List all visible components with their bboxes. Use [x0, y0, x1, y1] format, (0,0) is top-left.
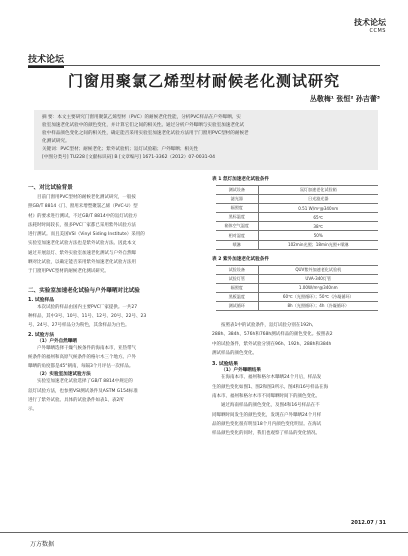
abstract-box	[34, 110, 378, 170]
running-header	[354, 18, 386, 36]
results-intro-line: 中的试验条件，紫外试验分别在96h、192h、288h和384h	[212, 341, 332, 347]
results-intro-line: 按照表1中的试验条件，氙灯试验分别在192h、	[221, 323, 317, 329]
page-number: 31	[379, 520, 386, 526]
lab-line: 实验室加速老化试验选择了GB/T 8814中规定的	[37, 379, 133, 385]
table-row-value: UVA-340灯管	[258, 274, 378, 283]
table-row	[216, 204, 378, 213]
lab-line: 氙灯试验方法，也参照VSI测试条件及ASTM G154标准	[28, 388, 138, 394]
watermark: 万方数据	[30, 541, 55, 548]
table-row	[216, 222, 378, 231]
table-2-caption: 表 2 紫外加速老化试验条件	[212, 256, 269, 262]
table-row	[216, 292, 378, 301]
outdoor-line: 候条件的福州和高原气候条件的格尔木三个地方。户外	[28, 354, 136, 360]
outdoor-results-line: 通过海南样品的颜色变化，及图4和16号样品在不	[221, 403, 320, 409]
running-header-column: 技术论坛	[354, 18, 386, 27]
section-1-line: 材》的要求进行测试。不过GB/T 8814中的氙灯试验方	[28, 213, 138, 219]
results-intro-line: 测试样品的颜色变化。	[212, 351, 257, 357]
top-rule	[28, 65, 380, 66]
subsection-outdoor-heading: （1）户外自然曝晒	[37, 338, 77, 344]
table-row-label: 测试循环	[216, 302, 258, 311]
table-row-label: 辐照度	[216, 204, 258, 213]
table-row-label: 试验设备	[216, 265, 258, 274]
table-row-label: 试验灯管	[216, 274, 258, 283]
subsection-outdoor-results-heading: （1）户外曝晒结果	[221, 368, 261, 374]
running-header-code: CCMS	[369, 28, 386, 34]
table-row-label: 滤光器	[216, 195, 258, 204]
abstract-classification: [中图分类号] TU228 [文献标识码] B [文章编号] 1671-3362（2012）07-0031-04	[42, 155, 216, 160]
table-row	[216, 231, 378, 240]
section-1-line: 目前门窗用PVC型材的耐候老化测试研究，一般按	[37, 195, 136, 200]
table-row-value: 8h（光照循环）；4h（冷凝循环）	[258, 302, 378, 311]
table-row-value: 氙灯加速老化试验箱	[258, 186, 378, 195]
footer-rule	[0, 532, 408, 533]
article-title: 门窗用聚氯乙烯型材耐候老化测试研究	[67, 72, 340, 90]
article-authors: 丛敬梅¹ 张恒² 孙吉蕾³	[309, 95, 380, 103]
section-1-line: 照GB/T 8814《门、窗用未增塑聚氯乙烯（PVC-U）型	[28, 204, 138, 210]
table-row-value: 102min光照；18min光照+喷淋	[258, 240, 378, 249]
subsection-2-1-line: 号、24号、27号样品分为粉色，其余样品为白色。	[28, 323, 130, 329]
table-2	[216, 265, 378, 311]
outdoor-results-line: 同曝晒时间发生的颜色变化，发现在户外曝晒24个月样	[212, 412, 322, 418]
table-row	[216, 240, 378, 249]
table-row-value: 60℃（光照循环）；50℃（冷凝循环）	[258, 292, 378, 301]
table-row	[216, 186, 378, 195]
subsection-2-2-heading: 2. 试验方法	[28, 332, 55, 338]
section-1-line: 法耗时时间较长，很多PVC厂家都已采用紫外试验方法	[28, 222, 136, 228]
table-row-value: 38℃	[258, 222, 378, 231]
table-row	[216, 274, 378, 283]
table-row-label: 喷淋	[216, 240, 258, 249]
section-1-line: 晒对比试验，以确定能否采用紫外加速老化试验方法用	[28, 260, 136, 266]
page-footer: 2012.07 / 31	[350, 520, 386, 526]
right-column	[212, 176, 380, 438]
subsection-2-1-heading: 1. 试验样品	[28, 297, 55, 303]
table-row-value: QUV紫外加速老化试验机	[258, 265, 378, 274]
subsection-lab-heading: （2）实验室加速试验方法	[37, 372, 91, 378]
table-row	[216, 213, 378, 222]
outdoor-results-line: 在海南本市、福州和格尔木曝晒24个月后，样品发	[221, 375, 322, 381]
lab-line: 示。	[28, 407, 37, 413]
section-1-heading: 一、对比试验背景	[28, 185, 73, 191]
subsection-3-heading: 3. 试验结果	[212, 362, 239, 368]
section-1-body	[28, 193, 204, 277]
table-row-label: 测试设备	[216, 186, 258, 195]
outdoor-line: 曝晒的角度都是45°朝南，每隔3个月评估一次样品。	[28, 364, 134, 370]
table-row	[216, 195, 378, 204]
abstract-line: 验中样品颜色变化之间的相关性，确定能否采用实验室加速老化试验方法用于门窗用PVC型材的耐候老	[42, 131, 249, 136]
section-1-line: 通过开展氙灯、紫外实验室加速老化测试与户外自然曝	[28, 250, 136, 256]
section-1-line: 于门窗用PVC型材的耐候老化测试研究。	[28, 269, 109, 275]
abstract-line: 摘 要：本文主要研究门窗用聚氯乙烯型材（PVC）的耐候老化性能，分析PVC样品在户外曝晒、实	[42, 115, 241, 120]
subsection-2-1-line: 本次试验的样品由国内主要PVC厂家提供。一共27	[37, 304, 138, 310]
issue-date: 2012.07	[350, 520, 374, 526]
column-badge: 技术论坛	[28, 52, 64, 68]
table-row-value: 1.00W/m²@340nm	[258, 283, 378, 292]
table-row-value: 65℃	[258, 213, 378, 222]
table-row	[216, 283, 378, 292]
table-row-value: 0.51 W/m²@340nm	[258, 204, 378, 213]
lab-line: 进行了紫外试验。具体的试验条件如表1、表2所	[28, 398, 124, 404]
table-row-label: 黑标温度	[216, 213, 258, 222]
abstract-line: 化测试研究。	[42, 139, 70, 144]
outdoor-results-line: 样品颜色变化的同时，我们也观察了样品的变化情况。	[212, 431, 320, 437]
subsection-2-1-line: 种样品，其中3号、10号、11号、12号、20号、22号、23	[28, 313, 147, 319]
section-1-line: 实验室加速老化试验方法也是紫外试验方法。因此本文	[28, 241, 136, 247]
table-row-label: 辐照度	[216, 283, 258, 292]
table-row-label: 箱体空气温度	[216, 222, 258, 231]
outdoor-results-line: 生的颜色变化如图1、图2和图3所示。图4和16号样品在海	[212, 384, 329, 390]
left-column	[28, 183, 204, 415]
table-row	[216, 302, 378, 311]
outdoor-results-line: 南本市、福州和格尔木市不同曝晒时间下的颜色变化。	[212, 393, 320, 399]
table-1	[216, 185, 378, 250]
table-row-label: 相对湿度	[216, 231, 258, 240]
results-intro-line: 288h、384h、576h和768h测试样品的颜色变化。按照表2	[212, 332, 333, 338]
abstract-line: 验室加速老化试验中的颜色变化，并计算它们之间的相关性。通过分析户外曝晒与实验室加速老化试	[42, 123, 245, 128]
outdoor-line: 户外曝晒选择干燥气候条件的海南本市，亚热带气	[37, 345, 136, 351]
table-row-label: 黑板温度	[216, 292, 258, 301]
results-intro	[212, 321, 380, 358]
outdoor-results-line: 品的颜色变化很有明显18个月内颜色变化明显。在海试	[212, 421, 322, 427]
section-1-line: 进行测试。而且美国VSI（Vinyl Siding Institute）采用的	[28, 232, 145, 238]
table-1-caption: 表 1 氙灯加速老化试验条件	[212, 177, 269, 182]
section-2-heading: 二、实验室加速老化试验与户外曝晒对比试验	[28, 287, 140, 294]
abstract-keywords: 关键词：PVC型材；耐候老化；紫外试验机；氙灯试验箱；户外曝晒；相关性	[42, 147, 199, 152]
table-row	[216, 265, 378, 274]
table-row-value: 50%	[258, 231, 378, 240]
table-row-value: 日光滤光器	[258, 195, 378, 204]
